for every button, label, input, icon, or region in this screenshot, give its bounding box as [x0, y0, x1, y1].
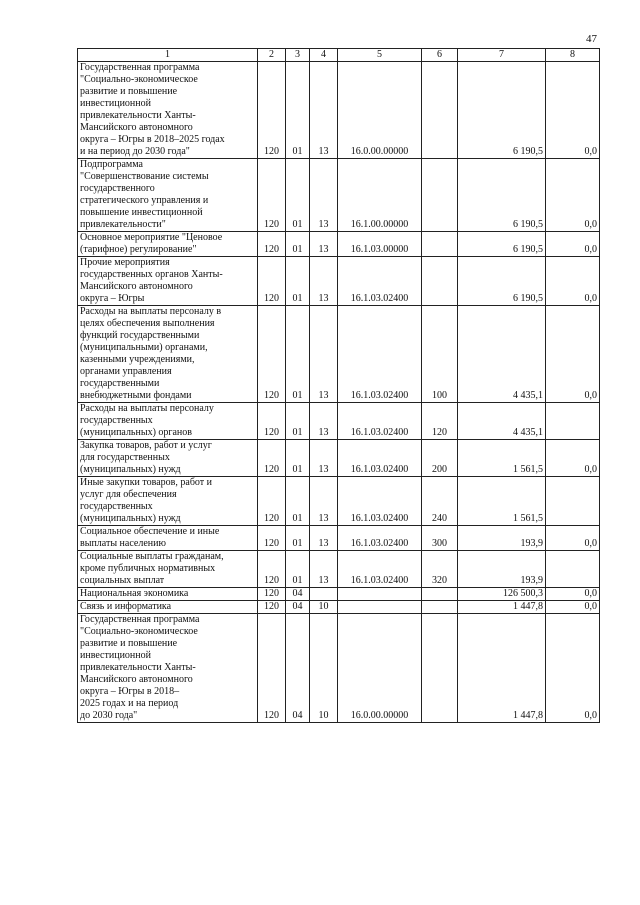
cell-section: 04	[286, 588, 310, 601]
cell-extra	[546, 403, 600, 440]
table-row	[78, 601, 600, 614]
cell-subsection: 13	[310, 159, 338, 232]
cell-section: 01	[286, 159, 310, 232]
row-name: Социальное обеспечение и иные выплаты населению	[78, 526, 258, 551]
cell-type: 200	[422, 440, 458, 477]
cell-amount: 4 435,1	[458, 306, 546, 403]
cell-extra: 0,0	[546, 526, 600, 551]
cell-target: 16.1.03.02400	[338, 403, 422, 440]
cell-subsection: 13	[310, 477, 338, 526]
cell-code: 120	[258, 403, 286, 440]
column-header: 4	[310, 49, 338, 62]
cell-subsection: 13	[310, 526, 338, 551]
cell-extra: 0,0	[546, 601, 600, 614]
cell-section: 01	[286, 62, 310, 159]
row-name: Расходы на выплаты персоналу государственных (муниципальных) органов	[78, 403, 258, 440]
cell-section: 01	[286, 257, 310, 306]
cell-amount: 6 190,5	[458, 62, 546, 159]
cell-extra: 0,0	[546, 588, 600, 601]
cell-code: 120	[258, 232, 286, 257]
cell-code: 120	[258, 306, 286, 403]
cell-subsection: 13	[310, 257, 338, 306]
cell-target: 16.1.03.02400	[338, 257, 422, 306]
cell-target	[338, 588, 422, 601]
table-row	[78, 614, 600, 723]
cell-code: 120	[258, 159, 286, 232]
cell-extra: 0,0	[546, 62, 600, 159]
cell-code: 120	[258, 614, 286, 723]
row-name: Социальные выплаты гражданам, кроме публичных нормативных социальных выплат	[78, 551, 258, 588]
cell-section: 01	[286, 526, 310, 551]
cell-amount: 1 447,8	[458, 601, 546, 614]
row-name: Иные закупки товаров, работ и услуг для обеспечения государственных (муниципальных) нужд	[78, 477, 258, 526]
cell-target: 16.1.03.02400	[338, 551, 422, 588]
cell-subsection: 13	[310, 306, 338, 403]
row-name: Прочие мероприятия государственных органов Ханты- Мансийского автономного округа – Югры	[78, 257, 258, 306]
cell-target: 16.1.03.00000	[338, 232, 422, 257]
cell-type: 300	[422, 526, 458, 551]
cell-subsection: 10	[310, 614, 338, 723]
cell-subsection: 10	[310, 601, 338, 614]
cell-amount: 6 190,5	[458, 159, 546, 232]
table-row	[78, 159, 600, 232]
cell-extra: 0,0	[546, 257, 600, 306]
cell-subsection: 13	[310, 551, 338, 588]
cell-amount: 6 190,5	[458, 232, 546, 257]
column-header: 1	[78, 49, 258, 62]
cell-target	[338, 601, 422, 614]
cell-section: 04	[286, 601, 310, 614]
cell-extra: 0,0	[546, 614, 600, 723]
cell-type	[422, 257, 458, 306]
table-row	[78, 526, 600, 551]
cell-extra: 0,0	[546, 440, 600, 477]
cell-type	[422, 232, 458, 257]
cell-type	[422, 614, 458, 723]
cell-type: 100	[422, 306, 458, 403]
cell-code: 120	[258, 440, 286, 477]
cell-subsection: 13	[310, 440, 338, 477]
table-row	[78, 551, 600, 588]
row-name: Национальная экономика	[78, 588, 258, 601]
cell-target: 16.1.03.02400	[338, 526, 422, 551]
cell-section: 01	[286, 551, 310, 588]
cell-target: 16.0.00.00000	[338, 62, 422, 159]
cell-code: 120	[258, 601, 286, 614]
table-row	[78, 403, 600, 440]
cell-type	[422, 62, 458, 159]
budget-table	[77, 48, 600, 723]
cell-subsection: 13	[310, 403, 338, 440]
cell-target: 16.0.00.00000	[338, 614, 422, 723]
table-row	[78, 62, 600, 159]
page-number: 47	[586, 33, 597, 45]
cell-type	[422, 601, 458, 614]
table-row	[78, 232, 600, 257]
cell-subsection: 13	[310, 232, 338, 257]
cell-target: 16.1.00.00000	[338, 159, 422, 232]
cell-section: 01	[286, 477, 310, 526]
cell-amount: 6 190,5	[458, 257, 546, 306]
cell-type	[422, 588, 458, 601]
row-name: Основное мероприятие "Ценовое (тарифное) регулирование"	[78, 232, 258, 257]
table-row	[78, 306, 600, 403]
cell-amount: 126 500,3	[458, 588, 546, 601]
header-row	[78, 49, 600, 62]
cell-extra	[546, 477, 600, 526]
row-name: Закупка товаров, работ и услуг для государственных (муниципальных) нужд	[78, 440, 258, 477]
cell-extra: 0,0	[546, 232, 600, 257]
cell-extra: 0,0	[546, 159, 600, 232]
cell-section: 01	[286, 306, 310, 403]
cell-section: 01	[286, 440, 310, 477]
cell-type: 240	[422, 477, 458, 526]
column-header: 5	[338, 49, 422, 62]
cell-amount: 193,9	[458, 551, 546, 588]
column-header: 8	[546, 49, 600, 62]
cell-code: 120	[258, 62, 286, 159]
row-name: Государственная программа "Социально-экономическое развитие и повышение инвестиционной привлекательности Ханты- Мансийского автономного округа – Югры в 2018– 2025 годах и на период до 2030 года"	[78, 614, 258, 723]
cell-type: 120	[422, 403, 458, 440]
cell-target: 16.1.03.02400	[338, 440, 422, 477]
row-name: Расходы на выплаты персоналу в целях обеспечения выполнения функций государственными (муниципальными) органами, казенными учреждениями, органами управления государственными внебюджетными фондами	[78, 306, 258, 403]
cell-amount: 4 435,1	[458, 403, 546, 440]
column-header: 3	[286, 49, 310, 62]
cell-code: 120	[258, 588, 286, 601]
table-row	[78, 257, 600, 306]
table-row	[78, 588, 600, 601]
column-header: 7	[458, 49, 546, 62]
cell-type: 320	[422, 551, 458, 588]
cell-type	[422, 159, 458, 232]
column-header: 2	[258, 49, 286, 62]
cell-target: 16.1.03.02400	[338, 477, 422, 526]
cell-subsection	[310, 588, 338, 601]
row-name: Государственная программа "Социально-экономическое развитие и повышение инвестиционной привлекательности Ханты- Мансийского автономного округа – Югры в 2018–2025 годах и на период до 2030 года"	[78, 62, 258, 159]
cell-amount: 1 561,5	[458, 477, 546, 526]
cell-subsection: 13	[310, 62, 338, 159]
cell-amount: 1 561,5	[458, 440, 546, 477]
cell-section: 01	[286, 232, 310, 257]
cell-amount: 193,9	[458, 526, 546, 551]
cell-target: 16.1.03.02400	[338, 306, 422, 403]
cell-code: 120	[258, 526, 286, 551]
column-header: 6	[422, 49, 458, 62]
cell-code: 120	[258, 551, 286, 588]
cell-extra	[546, 551, 600, 588]
cell-code: 120	[258, 257, 286, 306]
row-name: Подпрограмма "Совершенствование системы государственного стратегического управления и повышение инвестиционной привлекательности"	[78, 159, 258, 232]
cell-section: 01	[286, 403, 310, 440]
row-name: Связь и информатика	[78, 601, 258, 614]
cell-amount: 1 447,8	[458, 614, 546, 723]
table-row	[78, 440, 600, 477]
cell-extra: 0,0	[546, 306, 600, 403]
table-row	[78, 477, 600, 526]
cell-code: 120	[258, 477, 286, 526]
cell-section: 04	[286, 614, 310, 723]
